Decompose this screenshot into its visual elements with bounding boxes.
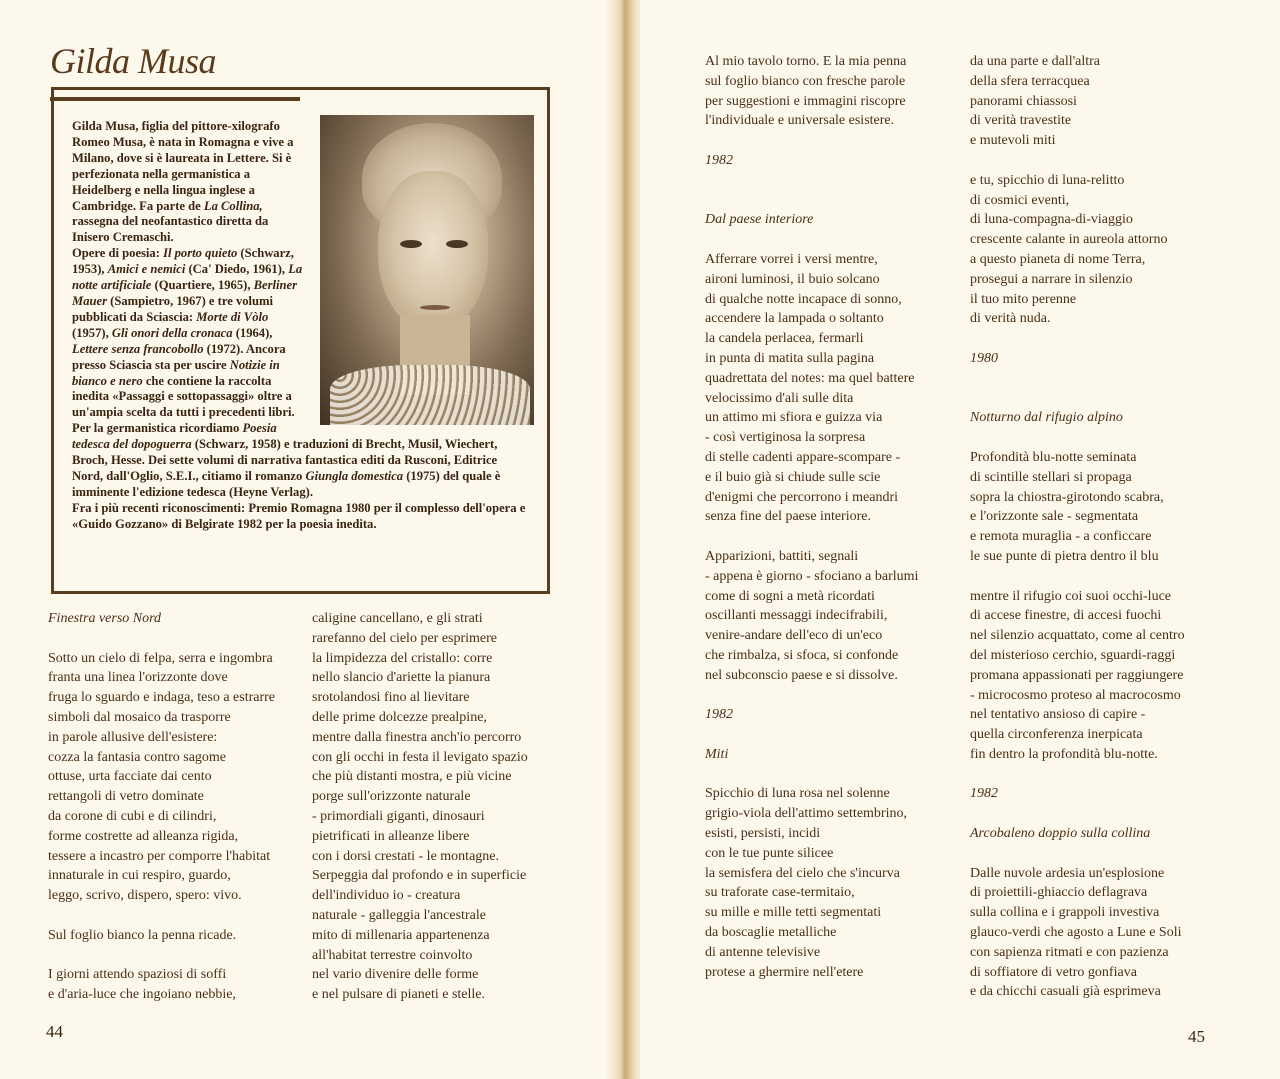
stanza-break — [705, 765, 973, 785]
poem-line: nel subconscio paese e si dissolve. — [705, 667, 898, 683]
poem-line: prosegui a narrare in silenzio — [970, 271, 1133, 287]
poem-heading: Arcobaleno doppio sulla collina — [970, 826, 1151, 842]
stanza-break — [970, 151, 1270, 171]
poem-line: forme costrette ad alleanza rigida, — [48, 828, 239, 844]
poem-line: e remota muraglia - a conficcare — [970, 529, 1152, 545]
poem-line: rarefanno del cielo per esprimere — [312, 630, 498, 646]
poem-line: - primordiali giganti, dinosauri — [312, 808, 485, 824]
bio-work-title: Gli onori della cronaca — [111, 325, 233, 340]
poem-line: di verità travestite — [970, 113, 1072, 129]
pearl-necklace — [330, 365, 530, 425]
poem-line: come di sogni a metà ricordati — [705, 588, 875, 604]
poem-line: promana appassionati per raggiungere — [970, 667, 1184, 683]
poem-line: Afferrare vorrei i versi mentre, — [705, 251, 878, 267]
poem-line: che più distanti mostra, e più vicine — [312, 769, 512, 785]
poem-line: mito di millenaria appartenenza — [312, 927, 490, 943]
poem-line: che rimbalza, si sfoca, si confonde — [705, 647, 899, 663]
poem-line: Serpeggia dal profondo e in superficie — [312, 868, 527, 884]
stanza-break — [705, 131, 973, 151]
stanza-break — [970, 389, 1270, 409]
poem-line: sopra la chiostra-girotondo scabra, — [970, 489, 1164, 505]
stanza-break — [970, 804, 1270, 824]
bio-work-title: Berliner Mauer — [72, 278, 298, 308]
stanza-break — [970, 329, 1270, 349]
poem-line: con le tue punte silicee — [705, 845, 834, 861]
poem-line: d'enigmi che percorrono i meandri — [705, 489, 899, 505]
bio-p2e: (Ca' Diedo, 1961), — [185, 262, 289, 277]
bio-work-title: Il porto quieto — [163, 246, 238, 261]
poem-heading: 1980 — [970, 350, 998, 366]
poem-line: naturale - galleggia l'ancestrale — [312, 907, 486, 923]
poem-line: cozza la fantasia contro sagome — [48, 749, 227, 765]
bio-p2o: (1972). Ancora presso Sciascia sta per uscire — [72, 341, 286, 372]
poem-line: Profondità blu-notte seminata — [970, 449, 1137, 465]
stanza-break — [48, 946, 310, 966]
stanza-break — [970, 765, 1270, 785]
bio-p2q: che contiene la raccolta inedita «Passaggi e sottopassaggi» oltre a un'ampia scelta da tutti i precedenti libri. Per la germanistica ricordiamo — [72, 373, 295, 436]
stanza-break — [970, 567, 1270, 587]
poem-line: con i dorsi crestati - le montagne. — [312, 848, 499, 864]
poem-line: nello slancio d'ariette la pianura — [312, 670, 491, 686]
poem-line: con sapienza ritmati e con pazienza — [970, 944, 1169, 960]
poem-line: mentre dalla finestra anch'io percorro — [312, 729, 522, 745]
poem-line: quadrettata del notes: ma quel battere — [705, 370, 915, 386]
poem-line: di cosmici eventi, — [970, 192, 1070, 208]
poem-line: e d'aria-luce che ingoiano nebbie, — [48, 987, 236, 1003]
poem-line: l'individuale e universale esistere. — [705, 113, 895, 129]
poem-line: di accese finestre, di accesi fuochi — [970, 608, 1162, 624]
bio-work-title: Amici e nemici — [107, 262, 186, 277]
poem-line: protese a ghermire nell'etere — [705, 964, 864, 980]
stanza-break — [705, 191, 973, 211]
poem-heading: 1982 — [705, 152, 733, 168]
bio-work-title: Notizie in bianco e nero — [72, 357, 280, 388]
poem-line: da una parte e dall'altra — [970, 54, 1101, 69]
author-title: Gilda Musa — [50, 41, 216, 81]
bio-p2m: (1964), — [232, 325, 273, 340]
poem-line: franta una linea l'orizzonte dove — [48, 670, 228, 686]
poem-line: Sul foglio bianco la penna ricade. — [48, 927, 237, 943]
poem-line: mentre il rifugio coi suoi occhi-luce — [970, 588, 1171, 604]
poem-heading: Miti — [705, 746, 729, 762]
poem-line: rettangoli di vetro dominate — [48, 789, 204, 805]
poem-line: Apparizioni, battiti, segnali — [705, 548, 859, 564]
poem-line: fruga lo sguardo e indaga, teso a estrarre — [48, 690, 276, 706]
poem-line: la candela perlacea, fermarli — [705, 331, 864, 347]
stanza-break — [705, 230, 973, 250]
poem-line: - microcosmo proteso al macrocosmo — [970, 687, 1181, 703]
poem-line: la limpidezza del cristallo: corre — [312, 650, 493, 666]
poem-line: glauco-verdi che agosto a Lune e Soli — [970, 925, 1182, 941]
page-number-left: 44 — [46, 1022, 63, 1041]
poem-line: la semisfera del cielo che s'incurva — [705, 865, 900, 881]
poem-line: aironi luminosi, il buio solcano — [705, 271, 880, 287]
poem-line: fin dentro la profondità blu-notte. — [970, 746, 1158, 762]
bio-p2i: (Sampietro, 1967) e tre volumi pubblicati da Sciascia: — [72, 293, 274, 324]
poem-line: un attimo mi sfiora e guizza via — [705, 410, 883, 426]
poem-line: e tu, spicchio di luna-relitto — [970, 172, 1125, 188]
bio-p2a: Opere di poesia: — [72, 246, 164, 261]
poem-line: porge sull'orizzonte naturale — [312, 789, 471, 805]
poem-heading: Notturno dal rifugio alpino — [970, 410, 1123, 426]
poem-line: da boscaglie metalliche — [705, 925, 837, 941]
bio-text — [72, 119, 530, 533]
poem-line: della sfera terracquea — [970, 73, 1090, 89]
poem-line: nel silenzio acquattato, come al centro — [970, 628, 1185, 644]
page-number-right: 45 — [1188, 1027, 1205, 1046]
poem-line: di stelle cadenti appare-scompare - — [705, 449, 901, 465]
poem-line: per suggestioni e immagini riscopre — [705, 93, 906, 109]
stanza-break — [705, 686, 973, 706]
poem-line: delle prime dolcezze prealpine, — [312, 709, 487, 725]
bio-work-title: Giungla domestica — [305, 468, 404, 483]
poem-line: Sotto un cielo di felpa, serra e ingombra — [48, 650, 273, 666]
stanza-break — [705, 527, 973, 547]
bio-p2s: (Schwarz, 1958) e traduzioni di Brecht, Musil, Wiechert, Broch, Hesse. Dei sette volumi di narrativa fantastica editi da Rusconi, Editrice Nord, dall'Oglio, S.E.I., citiamo il romanzo — [72, 437, 498, 483]
poem-line: ottuse, urta facciate dai cento — [48, 769, 212, 785]
stanza-break — [970, 428, 1270, 448]
poem-line: del misterioso cerchio, sguardi-raggi — [970, 647, 1176, 663]
poem-line: tessere a incastro per comporre l'habitat — [48, 848, 271, 864]
poem-heading: 1982 — [705, 707, 733, 723]
poem-line: Dalle nuvole ardesia un'esplosione — [970, 865, 1165, 881]
poem-line: crescente calante in aureola attorno — [970, 232, 1168, 248]
poem-line: venire-andare dell'eco di un'eco — [705, 628, 883, 644]
poem-line: e il buio già si chiude sulle scie — [705, 469, 881, 485]
bio-p2g: (Quartiere, 1965), — [151, 278, 254, 293]
poem-line: e nel pulsare di pianeti e stelle. — [312, 987, 485, 1003]
poem-line: srotolandosi fino al lievitare — [312, 690, 470, 706]
poem-heading: 1982 — [970, 786, 998, 802]
poem-line: - così vertiginosa la sorpresa — [705, 430, 866, 446]
poem-line: di verità nuda. — [970, 311, 1051, 327]
poem-line: innaturale in cui respiro, guardo, — [48, 868, 231, 884]
stanza-break — [48, 629, 310, 649]
bio-p2u: (1975) del quale è imminente l'edizione tedesca (Heyne Verlag). — [72, 468, 501, 499]
poem-line: panorami chiassosi — [970, 93, 1077, 109]
poem-line: simboli dal mosaico da trasporre — [48, 709, 231, 725]
poem-column-left-1 — [48, 609, 310, 1005]
poem-column-right-1 — [705, 52, 973, 982]
poem-line: senza fine del paese interiore. — [705, 509, 871, 525]
bio-p2k: (1957), — [72, 325, 112, 340]
poem-line: - appena è giorno - sfociano a barlumi — [705, 568, 919, 584]
poem-line: e mutevoli miti — [970, 133, 1056, 149]
bio-p1-italic: La Collina, — [203, 198, 263, 213]
poem-line: accendere la lampada o soltanto — [705, 311, 884, 327]
poem-heading: Dal paese interiore — [705, 212, 814, 228]
poem-line: su traforate case-termitaio, — [705, 885, 855, 901]
bio-p1-tail: rassegna del neofantastico diretta da Inisero Cremaschi. — [72, 214, 269, 245]
bio-box-rule — [50, 97, 300, 101]
poem-line: nel vario divenire delle forme — [312, 967, 479, 983]
poem-line: sulla collina e i grappoli investiva — [970, 905, 1160, 921]
poem-line: caligine cancellano, e gli strati — [312, 611, 483, 626]
poem-line: velocissimo d'ali sulle dita — [705, 390, 854, 406]
poem-line: di soffiatore di vetro gonfiava — [970, 964, 1137, 980]
stanza-break — [970, 369, 1270, 389]
poem-line: da corone di cubi e di cilindri, — [48, 808, 217, 824]
author-portrait — [320, 115, 534, 425]
poem-line: grigio-viola dell'attimo settembrino, — [705, 806, 907, 822]
poem-line: in punta di matita sulla pagina — [705, 350, 875, 366]
poem-line: dell'individuo io - creatura — [312, 888, 461, 904]
poem-line: e l'orizzonte sale - segmentata — [970, 509, 1139, 525]
bio-work-title: La notte artificiale — [72, 262, 303, 293]
left-page — [0, 0, 620, 1079]
poem-column-right-2 — [970, 52, 1270, 1002]
poem-line: su mille e mille tetti segmentati — [705, 905, 882, 921]
stanza-break — [970, 844, 1270, 864]
poem-line: I giorni attendo spaziosi di soffi — [48, 967, 227, 983]
poem-line: esisti, persisti, incidi — [705, 826, 821, 842]
poem-line: Spicchio di luna rosa nel solenne — [705, 786, 890, 802]
poem-line: nel tentativo ansioso di capire - — [970, 707, 1146, 723]
stanza-break — [48, 906, 310, 926]
right-page — [640, 0, 1280, 1079]
poem-line: di qualche notte incapace di sonno, — [705, 291, 902, 307]
poem-column-left-2 — [312, 609, 602, 1005]
poem-line: in parole allusive dell'esistere: — [48, 729, 218, 745]
bio-work-title: Morte di Vòlo — [196, 309, 269, 324]
poem-line: di antenne televisive — [705, 944, 821, 960]
poem-line: all'habitat terrestre coinvolto — [312, 947, 473, 963]
bio-p3: Fra i più recenti riconoscimenti: Premio Romagna 1980 per il complesso dell'opera e «Guido Gozzano» di Belgirate 1982 per la poesia inedita. — [72, 500, 526, 531]
bio-work-title: Poesia tedesca del dopoguerra — [72, 421, 277, 452]
bio-work-title: Lettere senza francobollo — [72, 341, 204, 356]
poem-line: le sue punte di pietra dentro il blu — [970, 548, 1159, 564]
bio-p2c: (Schwarz, 1953), — [72, 246, 294, 277]
poem-line: il tuo mito perenne — [970, 291, 1077, 307]
bio-p1: Gilda Musa, figlia del pittore-xilografo Romeo Musa, è nata in Romagna e vive a Milano, dove si è laureata in Lettere. Si è perfezionata nella germanistica a Heidelberg e nella lingua inglese a Cambridge. Fa parte de — [72, 119, 294, 213]
poem-line: leggo, scrivo, dispero, spero: vivo. — [48, 888, 242, 904]
poem-line: e da chicchi casuali già esprimeva — [970, 984, 1161, 1000]
stanza-break — [705, 171, 973, 191]
poem-line: con gli occhi in festa il levigato spazio — [312, 749, 528, 765]
poem-line: sul foglio bianco con fresche parole — [705, 73, 906, 89]
poem-line: Al mio tavolo torno. E la mia penna — [705, 54, 907, 69]
poem-line: a questo pianeta di nome Terra, — [970, 251, 1146, 267]
poem-line: quella circonferenza inerpicata — [970, 727, 1143, 743]
poem-line: di scintille stellari si propaga — [970, 469, 1132, 485]
stanza-break — [705, 725, 973, 745]
poem-line: di luna-compagna-di-viaggio — [970, 212, 1133, 228]
poem-line: oscillanti messaggi indecifrabili, — [705, 608, 888, 624]
poem-line: pietrificati in alleanze libere — [312, 828, 470, 844]
poem-line: di proiettili-ghiaccio deflagrava — [970, 885, 1148, 901]
poem-heading: Finestra verso Nord — [48, 611, 162, 626]
